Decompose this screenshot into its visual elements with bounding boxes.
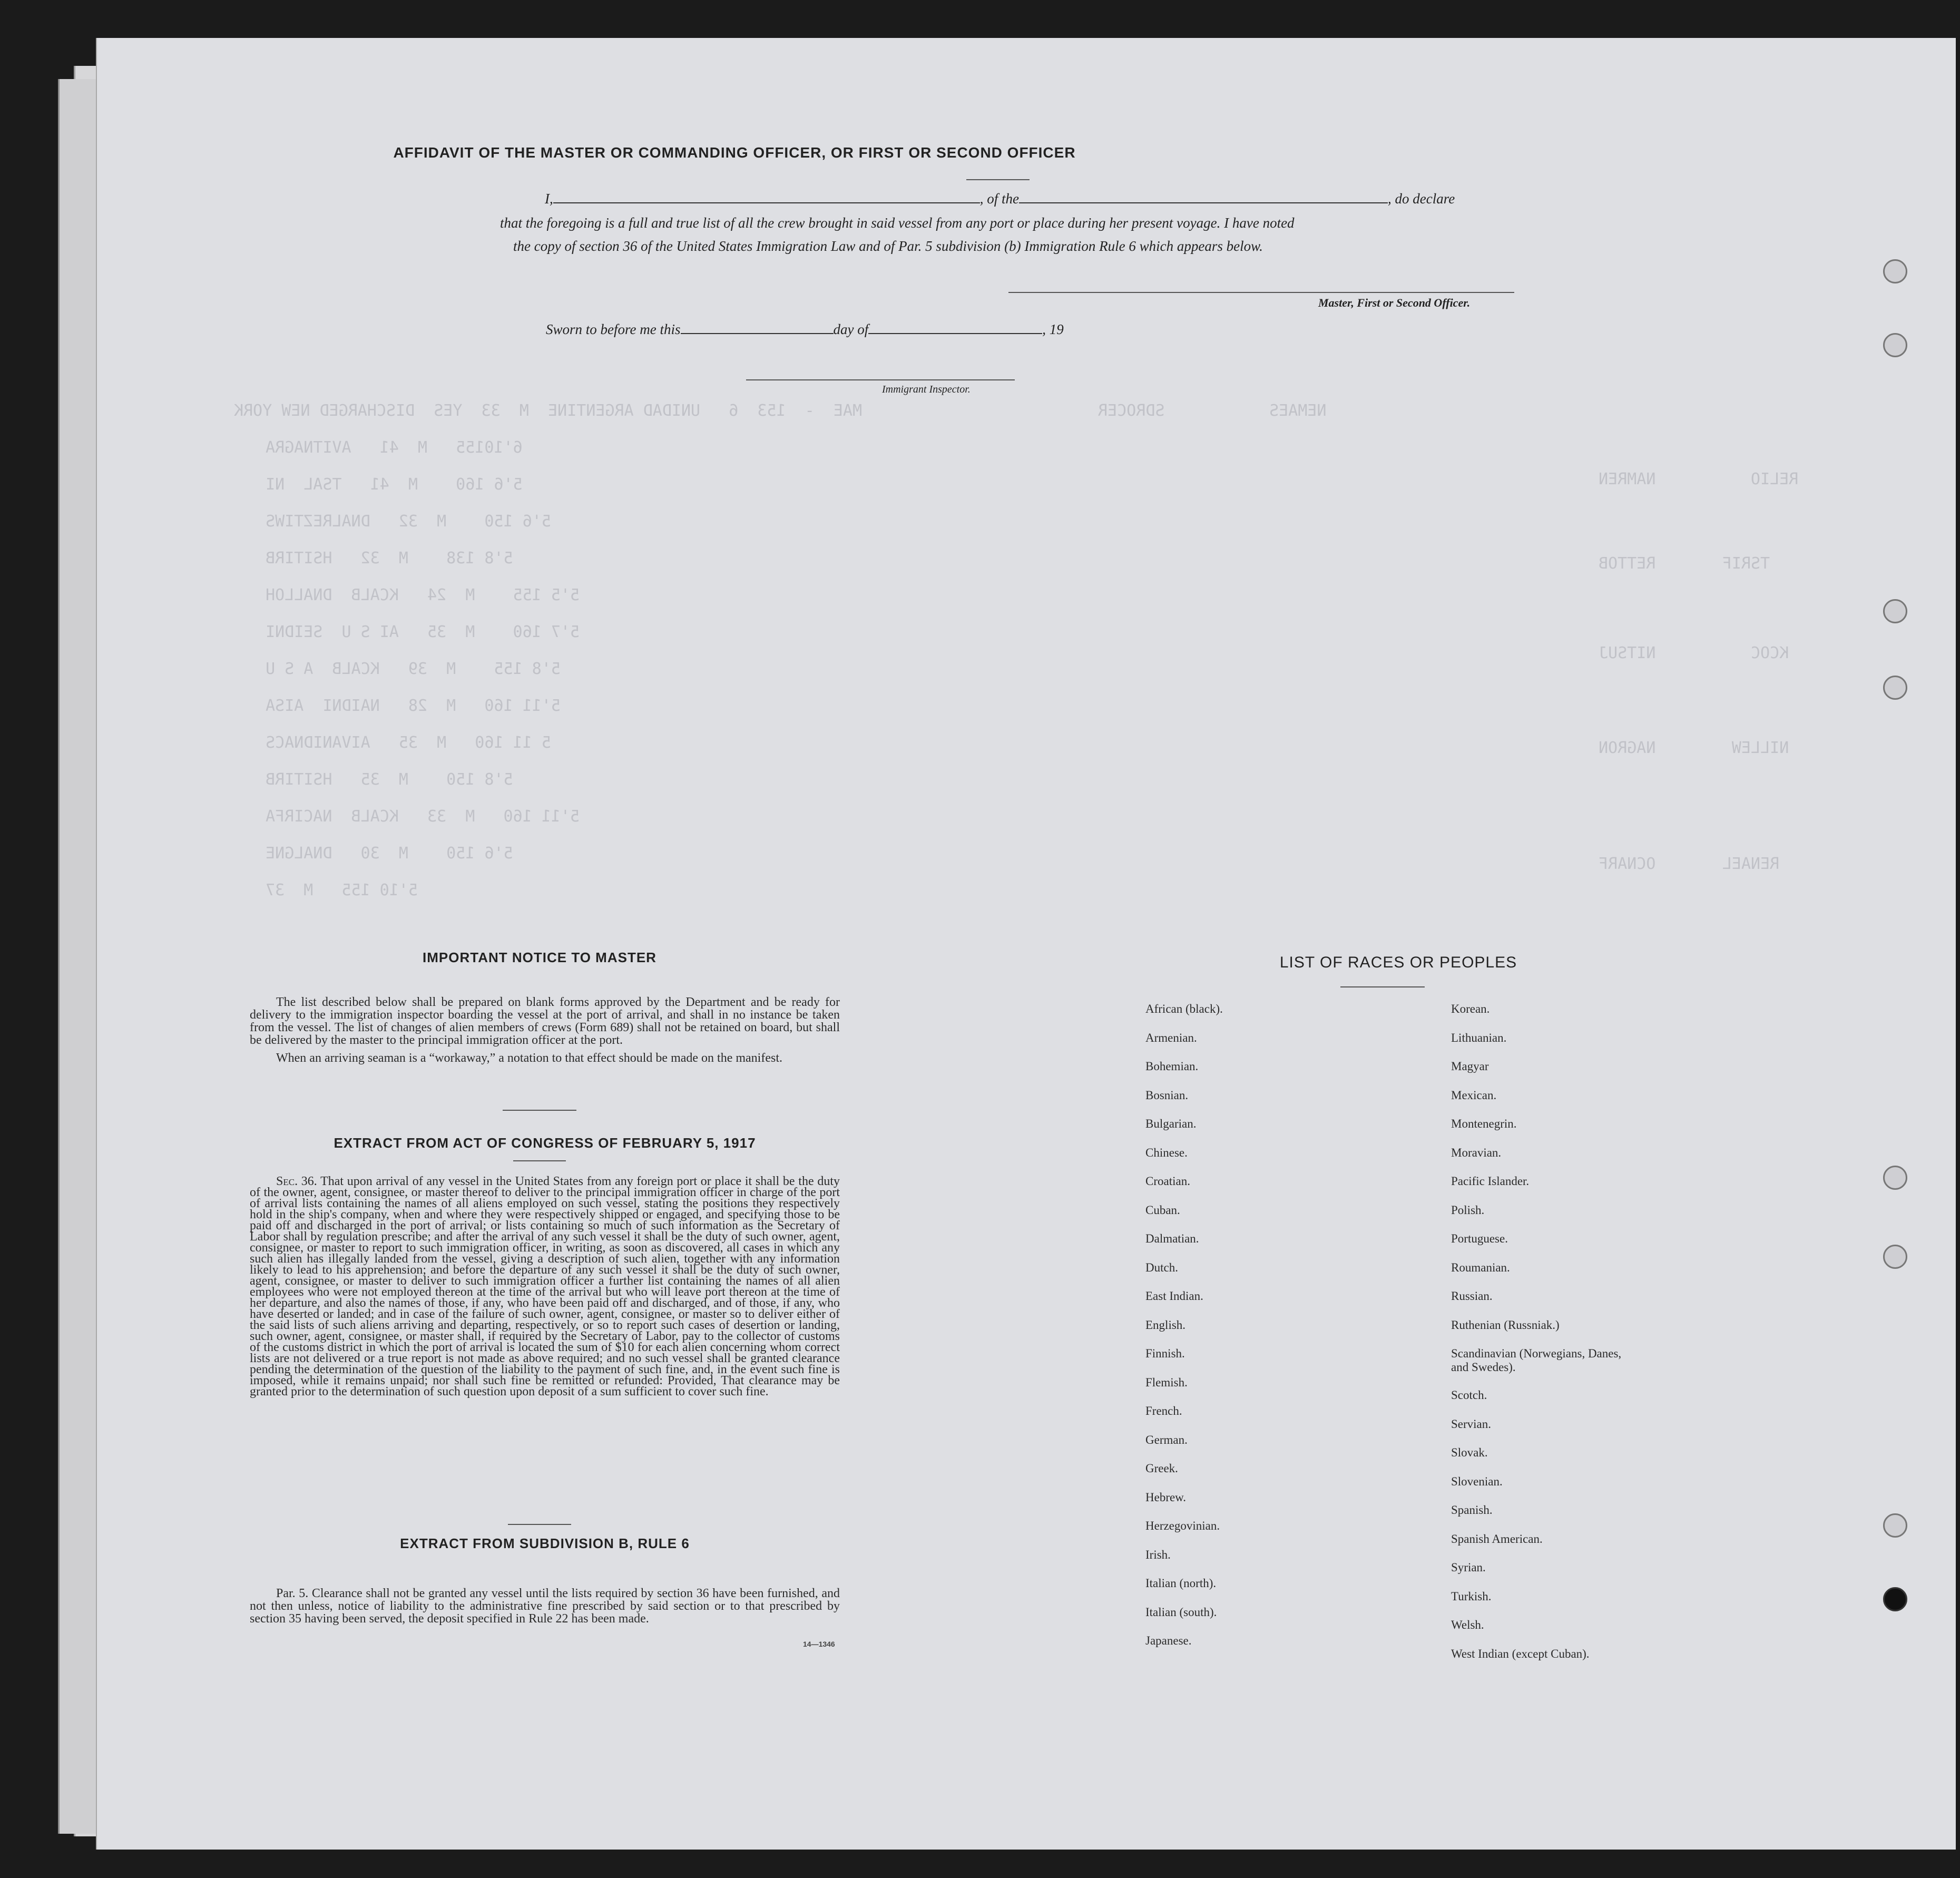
vessel-blank[interactable]	[1019, 202, 1388, 203]
punch-hole	[1883, 259, 1907, 283]
punch-hole	[1883, 1587, 1907, 1611]
race-item: Finnish.	[1145, 1347, 1185, 1360]
race-item: Dalmatian.	[1145, 1232, 1199, 1245]
sworn-line	[546, 321, 1064, 338]
affidavit-line-2: that the foregoing is a full and true list of all the crew brought in said vessel from any port or place during her present voyage. I have noted	[500, 215, 1295, 231]
bleed-through-row: MAE - 153 6 UNIDAD ARGENTINE M 33 YES DISCHARGED NEW YORK	[234, 402, 863, 420]
affidavit-line-1-end: , do declare	[1388, 191, 1455, 207]
inspector-label: Immigrant Inspector.	[882, 384, 971, 395]
race-item: Spanish American.	[1451, 1532, 1543, 1546]
race-item: Bosnian.	[1145, 1088, 1189, 1102]
sworn-text: Sworn to before me this	[546, 321, 681, 337]
race-item: Portuguese.	[1451, 1232, 1508, 1245]
race-item: Chinese.	[1145, 1146, 1188, 1159]
bleed-through-row: 5 11 160 M 35 AIVANIDNACS	[266, 733, 551, 752]
bleed-through-row: 5'8 150 M 35 HSITIRB	[266, 770, 513, 789]
affidavit-line-1-start: I,	[545, 191, 553, 207]
notice-paragraph-1: The list described below shall be prepared on blank forms approved by the Department and be ready for delivery to the immigration inspector boarding the vessel at the port of arrival, and shall in no instance be taken from the vessel. The list of changes of alien members of crews (Form 689) shall not be retained on board, but shall be delivered by the master to the principal immigration officer at the port.	[250, 995, 840, 1047]
punch-hole	[1883, 599, 1907, 623]
race-item: Slovenian.	[1451, 1474, 1503, 1488]
extract-rule-title: EXTRACT FROM SUBDIVISION B, RULE 6	[400, 1535, 690, 1551]
race-item: Spanish.	[1451, 1503, 1493, 1517]
race-item: Italian (south).	[1145, 1605, 1217, 1619]
punch-hole	[1883, 333, 1907, 357]
bleed-through-row: RENAEL OCNARF	[1599, 855, 1780, 873]
signature-line[interactable]	[1008, 292, 1514, 293]
signature-label: Master, First or Second Officer.	[1318, 296, 1471, 309]
section-36-text: That upon arrival of any vessel in the United States from any foreign port or place it shall be the duty of the owner, agent, consignee, or master thereof to deliver to the principal immigration officer in charge of the port of arrival lists containing the names of all aliens employed on such vessel, stating the positions they respectively hold in the ship's company, when and where they were respectively shipped or engaged, and specifying those to be paid off and discharged in the port of arrival; or lists containing so much of such information as the Secretary of Labor shall by regulation prescribe; and after the arrival of any such vessel it shall be the duty of such owner, agent, consignee, or master to report to such immigration officer, in writing, as soon as discovered, all cases in which any such alien has illegally landed from the vessel, giving a description of such alien, together with any information likely to lead to his apprehension; and before the departure of any such vessel it shall be the duty of such owner, agent, consignee, or master to deliver to such immigration officer a further list containing the names of all alien employees who were not employed thereon at the time of the arrival but who will leave port thereon at the time of her departure, and also the names of those, if any, who have been paid off and discharged, and of those, if any, who have deserted or landed; and in case of the failure of such owner, agent, consignee, or master so to deliver either of the said lists of such aliens arriving and departing, respectively, or so to report such cases of desertion or landing, such owner, agent, consignee, or master shall, if required by the Secretary of Labor, pay to the collector of customs of the customs district in which the port of arrival is located the sum of $10 for each alien concerning whom correct lists are not delivered or a true report is not made as above required; and no such vessel shall be granted clearance pending the determination of the question of the liability to the payment of such fine, and, in the event such fine is imposed, while it remains unpaid; nor shall such fine be remitted or refunded: Provided, That clearance may be granted prior to the determination of such question upon deposit of a sum sufficient to cover such fine.	[250, 1175, 840, 1398]
section-label: Sec. 36.	[276, 1175, 317, 1188]
race-item: Armenian.	[1145, 1031, 1197, 1044]
bleed-through-row: NEMAES SDROCER	[1098, 402, 1327, 420]
race-item: English.	[1145, 1318, 1186, 1332]
race-item: Slovak.	[1451, 1446, 1488, 1460]
races-title: LIST OF RACES OR PEOPLES	[1279, 954, 1517, 971]
affidavit-line-3: the copy of section 36 of the United States Immigration Law and of Par. 5 subdivision (b) Immigration Rule 6 which appears below.	[513, 238, 1263, 254]
race-item: Roumanian.	[1451, 1260, 1510, 1274]
punch-hole	[1883, 1513, 1907, 1538]
manifest-page	[96, 38, 1956, 1850]
sworn-month-text: day of	[833, 321, 869, 337]
bleed-through-row: NILLEW NAGRON	[1599, 739, 1789, 757]
notice-title: IMPORTANT NOTICE TO MASTER	[423, 950, 656, 965]
race-item: Welsh.	[1451, 1618, 1484, 1632]
bleed-through-row: 5'8 155 M 39 KCALB A S U	[266, 660, 561, 678]
form-number: 14—1346	[803, 1640, 835, 1648]
race-item: Hebrew.	[1145, 1490, 1187, 1504]
race-item: Cuban.	[1145, 1203, 1180, 1217]
bleed-through-row: 5'6 160 M 41 TSAL NI	[266, 475, 523, 494]
affidavit-line-1-mid: , of the	[979, 191, 1019, 207]
race-item: Magyar	[1451, 1060, 1489, 1073]
divider	[1340, 986, 1425, 987]
race-item: Croatian.	[1145, 1175, 1190, 1188]
race-item: Lithuanian.	[1451, 1031, 1507, 1044]
race-item: Pacific Islander.	[1451, 1175, 1530, 1188]
race-item: Korean.	[1451, 1002, 1490, 1015]
bleed-through-row: 5'5 155 M 24 KCALB DNALLOH	[266, 586, 580, 604]
race-item: Scotch.	[1451, 1388, 1487, 1402]
race-item: Polish.	[1451, 1203, 1485, 1217]
bleed-through-row: 5'7 160 M 35 AI S U SEIDNI	[266, 623, 580, 641]
race-item: Servian.	[1451, 1417, 1492, 1431]
bleed-through-row: 5'11 160 M 33 KCALB NACIRFA	[266, 807, 580, 826]
bleed-through-row: TSRIF RETTOB	[1599, 554, 1770, 573]
bleed-through-row: KCOC NITSUJ	[1599, 644, 1789, 662]
race-item: Greek.	[1145, 1462, 1178, 1475]
race-item: Herzegovinian.	[1145, 1519, 1220, 1532]
race-item: Italian (north).	[1145, 1577, 1217, 1590]
divider	[513, 1160, 566, 1161]
notice-body	[250, 996, 840, 1070]
bleed-through-row: RELIO NAMREN	[1599, 470, 1799, 488]
race-item: Flemish.	[1145, 1375, 1188, 1389]
punch-hole	[1883, 676, 1907, 700]
bleed-through-row: 5'10 155 M 37	[266, 881, 418, 899]
punch-hole	[1883, 1166, 1907, 1190]
divider	[966, 179, 1030, 180]
affidavit-title: AFFIDAVIT OF THE MASTER OR COMMANDING OFFICER, OR FIRST OR SECOND OFFICER	[393, 144, 1076, 161]
sworn-year-text: , 19	[1042, 321, 1064, 337]
rule-paragraph: Par. 5. Clearance shall not be granted any vessel until the lists required by section 36 have been furnished, and not then unless, notice of liability to the administrative fine prescribed by said section or to that prescribed by section 35 having been served, the deposit specified in Rule 22 has been made.	[250, 1587, 840, 1626]
bleed-through-row: 5'11 160 M 28 NAIDNI AISA	[266, 697, 561, 715]
bleed-through-row: 6'10155 M 41 AVITNAGRA	[266, 438, 523, 457]
inspector-signature-line[interactable]	[746, 379, 1015, 380]
divider	[503, 1110, 576, 1111]
race-item: Russian.	[1451, 1289, 1493, 1303]
race-item: Dutch.	[1145, 1260, 1178, 1274]
bleed-through-row: 5'6 150 M 32 DNALREZTIWS	[266, 512, 551, 531]
race-item: Mexican.	[1451, 1088, 1497, 1102]
race-item: French.	[1145, 1404, 1182, 1417]
sworn-month-blank[interactable]	[868, 333, 1042, 334]
sworn-day-blank[interactable]	[681, 333, 834, 334]
notice-paragraph-2: When an arriving seaman is a “workaway,” a notation to that effect should be made on the manifest.	[276, 1051, 782, 1065]
extract-act-title: EXTRACT FROM ACT OF CONGRESS OF FEBRUARY 5, 1917	[334, 1135, 756, 1151]
race-item: Turkish.	[1451, 1589, 1492, 1603]
race-item: German.	[1145, 1433, 1188, 1446]
race-item: Moravian.	[1451, 1146, 1502, 1159]
bleed-through-row: 5'6 150 M 30 DNALGNE	[266, 844, 513, 863]
race-item: Bohemian.	[1145, 1060, 1199, 1073]
race-item: Syrian.	[1451, 1561, 1486, 1574]
extract-rule-body	[250, 1587, 840, 1630]
extract-act-body	[250, 1176, 840, 1403]
race-item: Irish.	[1145, 1548, 1171, 1561]
race-item: Japanese.	[1145, 1634, 1192, 1647]
punch-hole	[1883, 1245, 1907, 1269]
race-item: Montenegrin.	[1451, 1117, 1517, 1130]
race-item: Ruthenian (Russniak.)	[1451, 1318, 1560, 1332]
race-item: African (black).	[1145, 1002, 1223, 1015]
race-item: West Indian (except Cuban).	[1451, 1647, 1590, 1660]
divider	[508, 1524, 571, 1525]
race-item: Scandinavian (Norwegians, Danes, and Swedes).	[1451, 1347, 1622, 1374]
name-blank[interactable]	[553, 202, 980, 203]
affidavit-line-1	[545, 191, 1455, 207]
bleed-through-row: 5'8 138 M 32 HSITIRB	[266, 549, 513, 568]
race-item: Bulgarian.	[1145, 1117, 1197, 1130]
race-item: East Indian.	[1145, 1289, 1203, 1303]
